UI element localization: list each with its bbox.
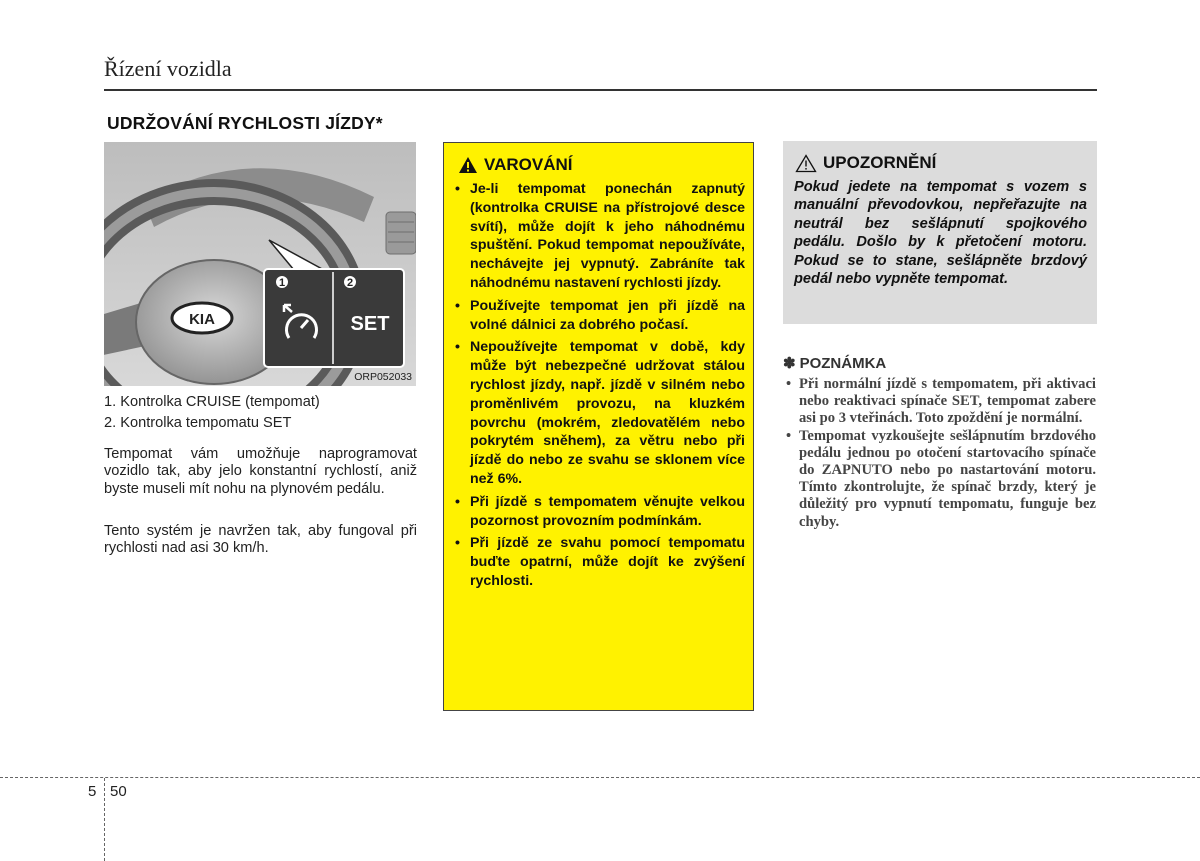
warning-heading: [458, 155, 572, 175]
warning-item: • Při jízdě ze svahu pomocí tempomatu buďte opatrní, může dojít ke zvýšení rychlosti.: [454, 534, 745, 590]
svg-text:1: 1: [278, 277, 286, 289]
warning-box: [443, 142, 754, 711]
figure-code: ORP052033: [354, 371, 412, 383]
chapter-title: Řízení vozidla: [104, 56, 232, 81]
chapter-number: 5: [88, 783, 97, 800]
note-heading: [783, 354, 886, 372]
body-paragraph-2: Tento systém je navržen tak, aby fungoval při rychlosti nad asi 30 km/h.: [104, 523, 417, 557]
warning-title: VAROVÁNÍ: [484, 155, 573, 174]
note-list: [783, 376, 1096, 531]
warning-item: • Je-li tempomat ponechán zapnutý (kontrolka CRUISE na přístrojové desce svítí), může dojít k jeho náhodnému spuštění. Pokud tempomat nepoužíváte, nechávejte jej vypnutý. Zabráníte tak náhodnému nastavení rychlosti jízdy.: [454, 180, 745, 293]
section-title: UDRŽOVÁNÍ RYCHLOSTI JÍZDY*: [107, 113, 383, 133]
kia-logo: KIA: [189, 311, 215, 328]
caption-2: 2. Kontrolka tempomatu SET: [104, 415, 292, 431]
steering-wheel-illustration: [104, 142, 416, 386]
note-title: POZNÁMKA: [799, 354, 887, 372]
footer-divider: [0, 777, 1200, 778]
note-item: • Tempomat vyzkoušejte sešlápnutím brzdového pedálu jednou po otočení startovacího spínače do ZAPNUTO nebo po nastartování motoru. Tímto zkontrolujte, že spínač brzdy, který je důležitý pro vypnutí tempomatu, funguje bez chyby.: [783, 428, 1096, 531]
caution-title: UPOZORNĚNÍ: [823, 153, 937, 172]
set-indicator-label: SET: [350, 313, 390, 335]
caution-box: [783, 141, 1097, 324]
caution-triangle-icon: [795, 154, 817, 173]
caution-text: Pokud jedete na tempomat s vozem s manuální převodovkou, nepřeřazujte na neutrál bez sešlápnutí spojkového pedálu. Došlo by k přetočení motoru. Pokud se to stane, sešlápněte brzdový pedál nebo vypněte tempomat.: [794, 179, 1087, 288]
dashboard-figure: [104, 142, 416, 386]
note-asterisk-icon: ✽: [783, 355, 796, 372]
body-paragraph-1: Tempomat vám umožňuje naprogramovat vozidlo tak, aby jelo konstantní rychlostí, aniž byste museli mít nohu na plynovém pedálu.: [104, 446, 417, 497]
warning-list: [454, 180, 745, 595]
caption-1: 1. Kontrolka CRUISE (tempomat): [104, 394, 320, 410]
page-number: 50: [110, 783, 127, 800]
warning-triangle-icon: [458, 156, 478, 174]
caution-heading: [795, 153, 936, 173]
svg-text:2: 2: [346, 277, 354, 289]
warning-item: • Nepoužívejte tempomat v době, kdy může být nebezpečné udržovat stálou rychlost jízdy, např. jízdě v silném nebo proměnlivém provozu, na kluzkém povrchu (mokrém, zledovatělém nebo pokrytém sněhem), za větru nebo při jízdě do nebo ze svahu se sklonem více než 6%.: [454, 338, 745, 488]
footer-margin-line: [104, 778, 105, 861]
header-rule: [104, 89, 1097, 91]
warning-item: • Používejte tempomat jen při jízdě na volné dálnici za dobrého počasí.: [454, 297, 745, 335]
note-item: • Při normální jízdě s tempomatem, při aktivaci nebo reaktivaci spínače SET, tempomat zabere asi po 3 vteřinách. Toto zpoždění je normální.: [783, 376, 1096, 428]
warning-item: • Při jízdě s tempomatem věnujte velkou pozornost provozním podmínkám.: [454, 493, 745, 531]
